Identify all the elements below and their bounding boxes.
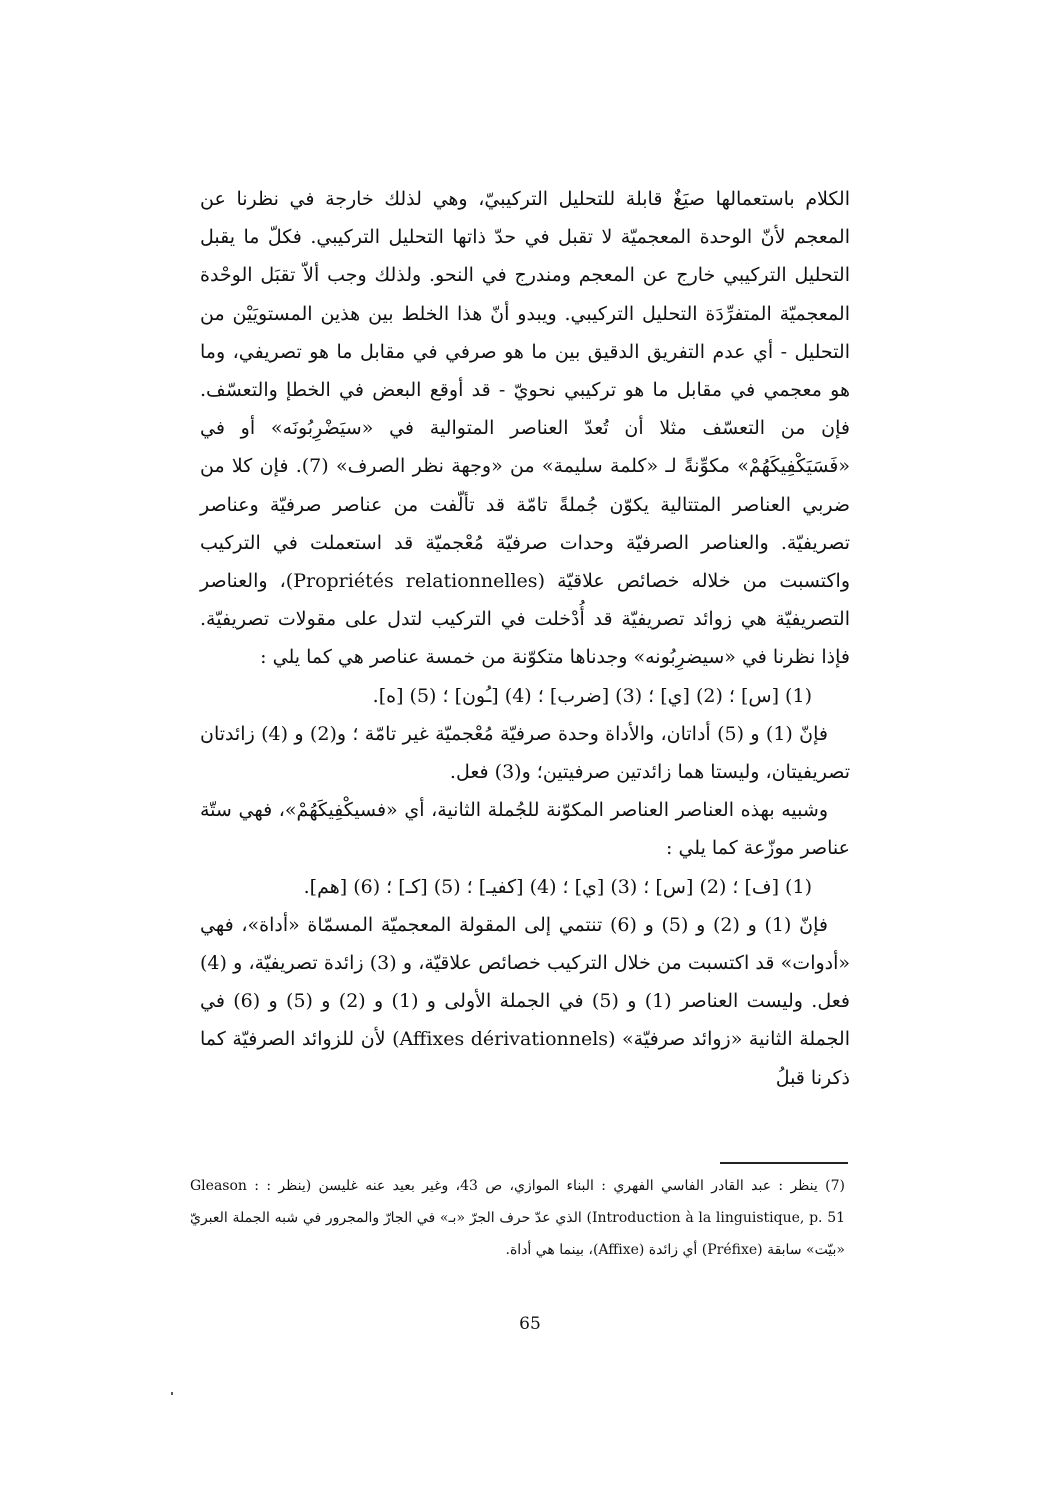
footnote-separator	[720, 1162, 848, 1164]
footnote-7-part1: (7) ينظر : عبد القادر الفاسي الفهري : البناء الموازي، ص 43، وغير بعيد عنه غليسن (ينظر :	[266, 1178, 845, 1194]
footnote-7-latin-reference: Gleason : Introduction à la linguistique, p. 51	[190, 1178, 846, 1226]
footnote-7	[190, 1170, 845, 1266]
footnote-7-part2: ) الذي عدّ حرف الجرّ «بـ» في الجارّ والمجرور في شبه الجملة العبريّ «بيّت» سابقة (Préfixe) أي زائدة (Affixe)، بينما هي أداة.	[190, 1210, 845, 1258]
morpheme-list-1: (1) [س] ؛ (2) [ي] ؛ (3) [ضرب] ؛ (4) [ـُون] ؛ (5) [ه].	[372, 684, 812, 707]
scan-speck	[171, 1392, 173, 1395]
paragraph-1: الكلام باستعمالها صيَغٌ قابلة للتحليل التركيبيّ، وهي لذلك خارجة في نظرنا عن المعجم لأنّ الوحدة المعجميّة لا تقبل في حدّ ذاتها التحليل التركيبي. فكلّ ما يقبل التحليل التركيبي خارج عن المعجم ومندرج في النحو. ولذلك وجب ألاّ تقبَل الوحْدة المعجميّة المتفرِّدَة التحليل التركيبي. ويبدو أنّ هذا الخلط بين هذين المستويَيْن من التحليل - أي عدم التفريق الدقيق بين ما هو صرفي في مقابل ما هو تصريفي، وما هو معجمي في مقابل ما هو تركيبي نحويّ - قد أوقع البعض في الخطإ والتعسّف. فإن من التعسّف مثلا أن تُعدّ العناصر المتوالية في «سيَضْرِبُونَه» أو في «فَسَيَكْفِيكَهُمْ» مكوِّنةً لـ «كلمة سليمة» من «وجهة نظر الصرف» (7). فإن كلا من ضربي العناصر المتتالية يكوّن جُملةً تامّة قد تألّفت من عناصر صرفيّة وعناصر تصريفيّة. والعناصر الصرفيّة وحدات صرفيّة مُعْجميّة قد استعملت في التركيب واكتسبت من خلاله خصائص علاقيّة (Propriétés relationnelles)، والعناصر التصريفيّة هي زوائد تصريفيّة قد أُدْخلت في التركيب لتدل على مقولات تصريفيّة. فإذا نظرنا في «سيضرِبُونه» وجدناها متكوّنة من خمسة عناصر هي كما يلي :	[200, 188, 850, 669]
footnotes	[190, 1170, 845, 1266]
page-number: 65	[519, 1314, 541, 1334]
paragraph-2: فإنّ (1) و (5) أداتان، والأداة وحدة صرفيّة مُعْجميّة غير تامّة ؛ و(2) و (4) زائدتان تصريفيتان، وليستا هما زائدتين صرفيتين؛ و(3) فعل.	[200, 722, 850, 784]
morpheme-list-2: (1) [ف] ؛ (2) [س] ؛ (3) [ي] ؛ (4) [كفيـ] ؛ (5) [كـ] ؛ (6) [هم].	[303, 875, 812, 898]
paragraph-3: وشبيه بهذه العناصر العناصر المكوّنة للجُملة الثانية، أي «فسيكْفِيكَهُمْ»، فهي ستّة عناصر موزّعة كما يلي :	[200, 799, 850, 860]
main-text	[200, 180, 850, 1097]
paragraph-4: فإنّ (1) و (2) و (5) و (6) تنتمي إلى المقولة المعجميّة المسمّاة «أداة»، فهي «أدوات» قد اكتسبت من خلال التركيب خصائص علاقيّة، و (3) زائدة تصريفيّة، و (4) فعل. وليست العناصر (1) و (5) في الجملة الأولى و (1) و (2) و (5) و (6) في الجملة الثانية «زوائد صرفيّة» (Affixes dérivationnels) لأن للزوائد الصرفيّة كما ذكرنا قبلُ	[200, 913, 851, 1089]
